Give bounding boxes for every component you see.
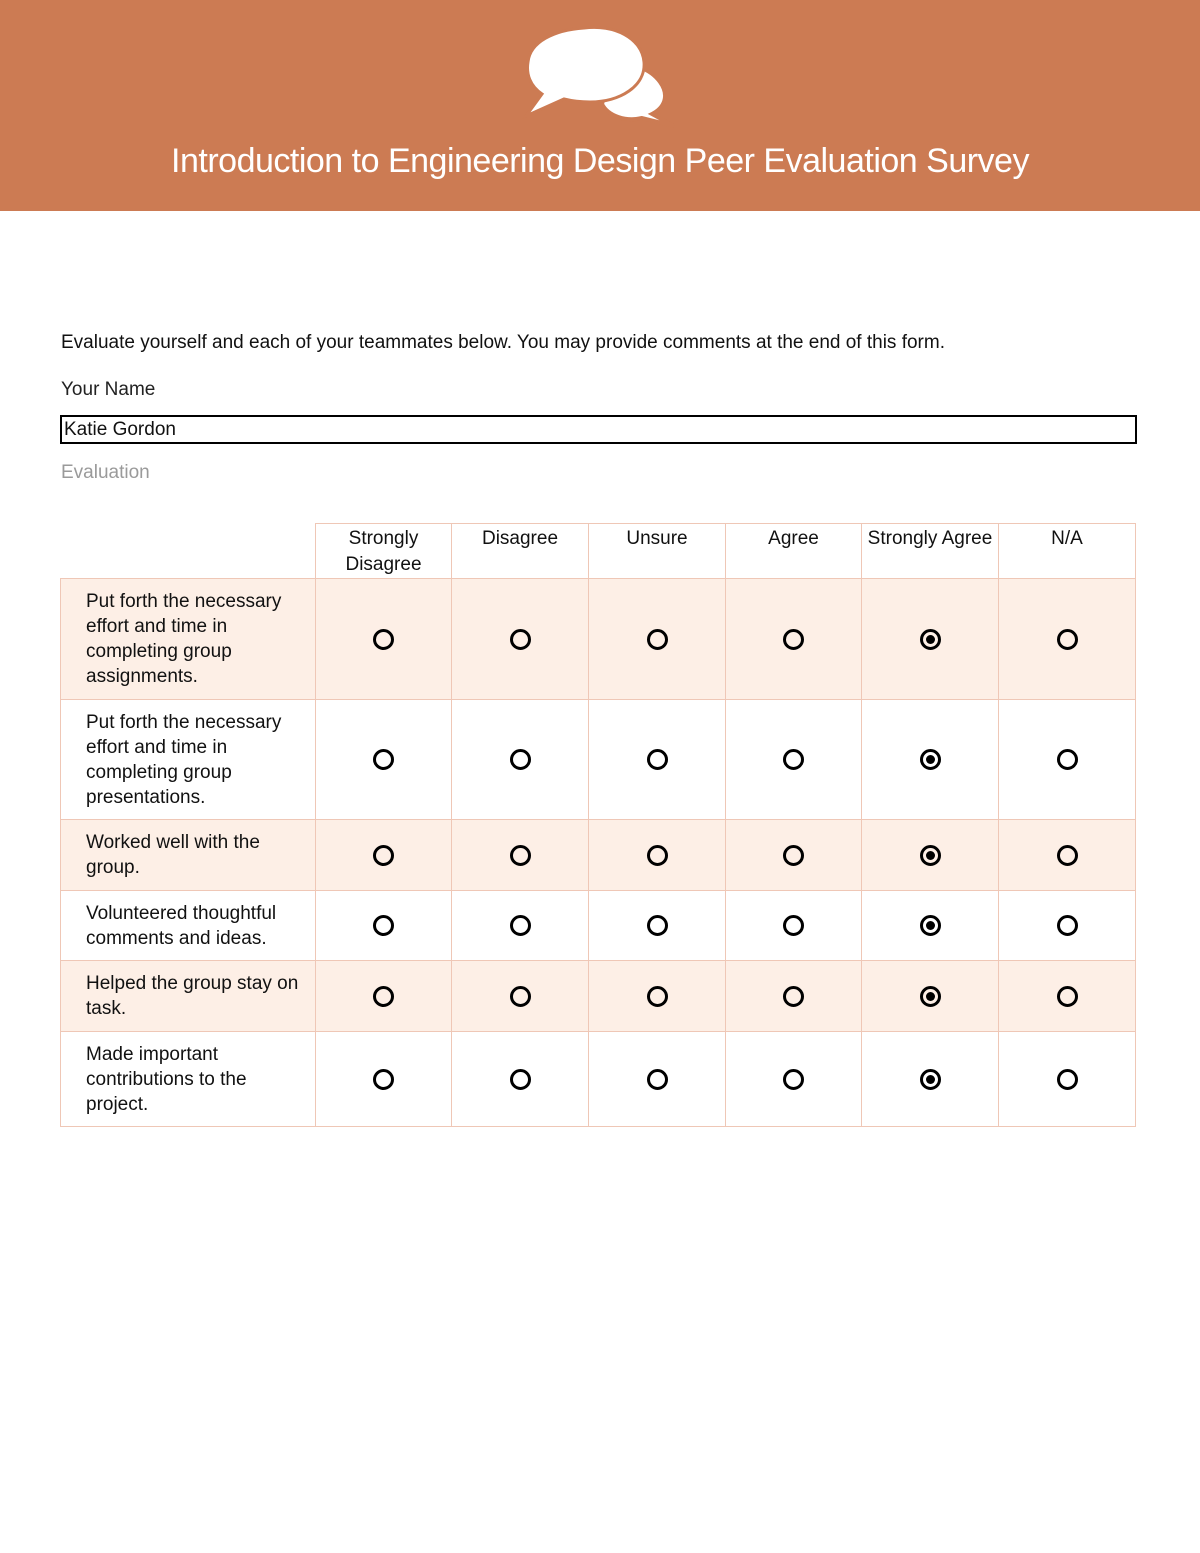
rating-radio[interactable] <box>647 915 668 936</box>
rating-radio[interactable] <box>1057 915 1078 936</box>
rating-radio[interactable] <box>647 845 668 866</box>
column-header: Strongly Agree <box>862 524 999 579</box>
grid-corner <box>61 524 316 579</box>
rating-radio[interactable] <box>1057 629 1078 650</box>
rating-radio[interactable] <box>647 986 668 1007</box>
rating-radio[interactable] <box>1057 986 1078 1007</box>
rating-radio[interactable] <box>510 629 531 650</box>
rating-radio[interactable] <box>920 845 941 866</box>
column-header: Agree <box>726 524 862 579</box>
table-row <box>61 820 1136 891</box>
statement-cell: Volunteered thoughtful comments and ideas. <box>61 891 316 961</box>
instructions-text: Evaluate yourself and each of your teammates below. You may provide comments at the end of this form. <box>61 332 945 353</box>
table-row <box>61 1032 1136 1127</box>
table-row <box>61 579 1136 700</box>
column-header: Disagree <box>452 524 589 579</box>
rating-radio[interactable] <box>510 749 531 770</box>
rating-radio[interactable] <box>510 986 531 1007</box>
rating-radio[interactable] <box>373 629 394 650</box>
rating-radio[interactable] <box>920 629 941 650</box>
rating-radio[interactable] <box>647 629 668 650</box>
speech-bubbles-icon <box>522 24 678 128</box>
rating-radio[interactable] <box>920 915 941 936</box>
statement-cell: Helped the group stay on task. <box>61 961 316 1032</box>
table-row <box>61 700 1136 820</box>
page-title: Introduction to Engineering Design Peer Evaluation Survey <box>171 142 1029 180</box>
statement-cell: Made important contributions to the project. <box>61 1032 316 1127</box>
rating-radio[interactable] <box>373 986 394 1007</box>
rating-radio[interactable] <box>510 915 531 936</box>
column-header: Strongly Disagree <box>316 524 452 579</box>
rating-radio[interactable] <box>373 915 394 936</box>
rating-radio[interactable] <box>783 749 804 770</box>
rating-radio[interactable] <box>1057 1069 1078 1090</box>
column-header: N/A <box>999 524 1136 579</box>
rating-radio[interactable] <box>783 1069 804 1090</box>
evaluation-section-label: Evaluation <box>61 462 150 483</box>
rating-radio[interactable] <box>647 749 668 770</box>
table-row <box>61 891 1136 961</box>
statement-cell: Put forth the necessary effort and time in completing group presentations. <box>61 700 316 820</box>
page-header <box>0 0 1200 211</box>
rating-radio[interactable] <box>510 1069 531 1090</box>
name-label: Your Name <box>61 379 156 400</box>
rating-radio[interactable] <box>783 629 804 650</box>
name-input[interactable] <box>60 415 1137 444</box>
rating-radio[interactable] <box>373 1069 394 1090</box>
rating-radio[interactable] <box>373 749 394 770</box>
evaluation-grid <box>60 523 1136 1127</box>
statement-cell: Put forth the necessary effort and time in completing group assignments. <box>61 579 316 700</box>
rating-radio[interactable] <box>920 749 941 770</box>
rating-radio[interactable] <box>1057 749 1078 770</box>
statement-cell: Worked well with the group. <box>61 820 316 891</box>
rating-radio[interactable] <box>510 845 531 866</box>
rating-radio[interactable] <box>783 915 804 936</box>
column-header: Unsure <box>589 524 726 579</box>
rating-radio[interactable] <box>1057 845 1078 866</box>
rating-radio[interactable] <box>783 845 804 866</box>
rating-radio[interactable] <box>920 1069 941 1090</box>
rating-radio[interactable] <box>920 986 941 1007</box>
rating-radio[interactable] <box>373 845 394 866</box>
rating-radio[interactable] <box>647 1069 668 1090</box>
table-row <box>61 961 1136 1032</box>
rating-radio[interactable] <box>783 986 804 1007</box>
